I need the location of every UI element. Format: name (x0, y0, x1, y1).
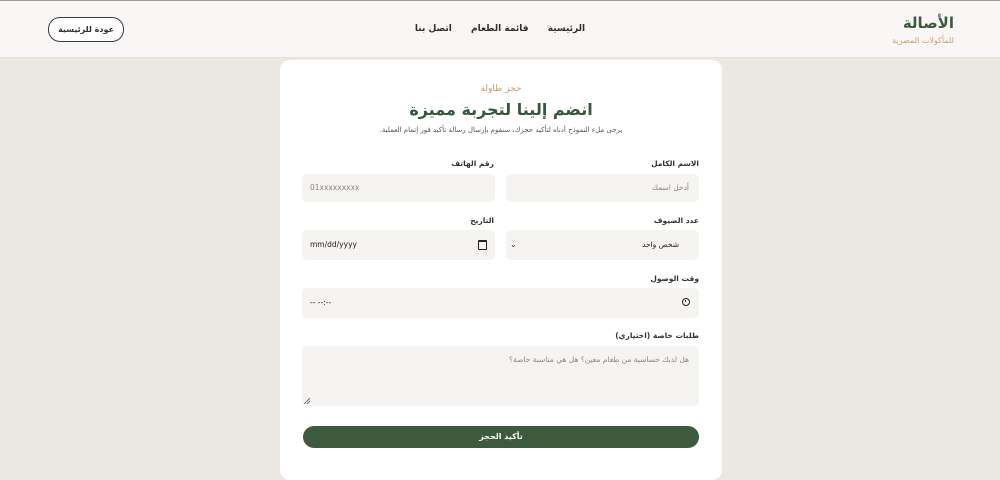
time-input[interactable] (302, 288, 699, 318)
confirm-booking-button[interactable]: تأكيد الحجز (303, 426, 699, 448)
phone-label: رقم الهاتف (451, 159, 494, 168)
resize-handle-icon[interactable] (304, 398, 310, 404)
site-header (0, 1, 1000, 58)
nav-menu[interactable]: قائمة الطعام (470, 24, 529, 34)
form-description: يرجى ملء النموذج أدناه لتأكيد حجزك، سنقوم بإرسال رسالة تأكيد فور إتمام العملية. (379, 126, 623, 134)
requests-placeholder: هل لديك حساسية من طعام معين؟ هل هي مناسبة خاصة؟ (509, 355, 689, 364)
name-placeholder: أدخل اسمك (651, 183, 689, 192)
guests-select[interactable] (506, 230, 699, 260)
reservation-card (280, 60, 722, 480)
phone-field[interactable] (302, 174, 495, 202)
brand-name: الأصالة (902, 14, 954, 32)
section-eyebrow: حجز طاولة (480, 84, 522, 94)
date-value: mm/dd/yyyy (310, 240, 357, 249)
name-label: الاسم الكامل (651, 159, 699, 168)
main-nav (0, 24, 1000, 34)
page-title: انضم إلينا لتجربة مميزة (409, 100, 593, 119)
guests-value: شخص واحد (642, 240, 679, 249)
back-home-button[interactable]: عودة للرئيسية (48, 17, 124, 42)
time-label: وقت الوصول (650, 274, 699, 283)
brand-tagline: للمأكولات المصرية (892, 36, 954, 45)
calendar-icon[interactable] (478, 240, 487, 250)
phone-placeholder: 01xxxxxxxxx (310, 183, 360, 192)
requests-textarea[interactable] (302, 346, 699, 406)
date-label: التاريخ (470, 216, 494, 225)
nav-contact[interactable]: اتصل بنا (414, 24, 452, 34)
requests-label: طلبات خاصة (اختياري) (615, 331, 699, 340)
chevron-down-icon: ⌄ (510, 240, 517, 249)
guests-label: عدد الضيوف (653, 216, 699, 225)
date-input[interactable] (302, 230, 495, 260)
clock-icon[interactable] (682, 298, 690, 306)
name-field[interactable] (506, 174, 699, 202)
time-value: --:-- -- (310, 298, 332, 307)
nav-home[interactable]: الرئيسية (547, 24, 586, 34)
